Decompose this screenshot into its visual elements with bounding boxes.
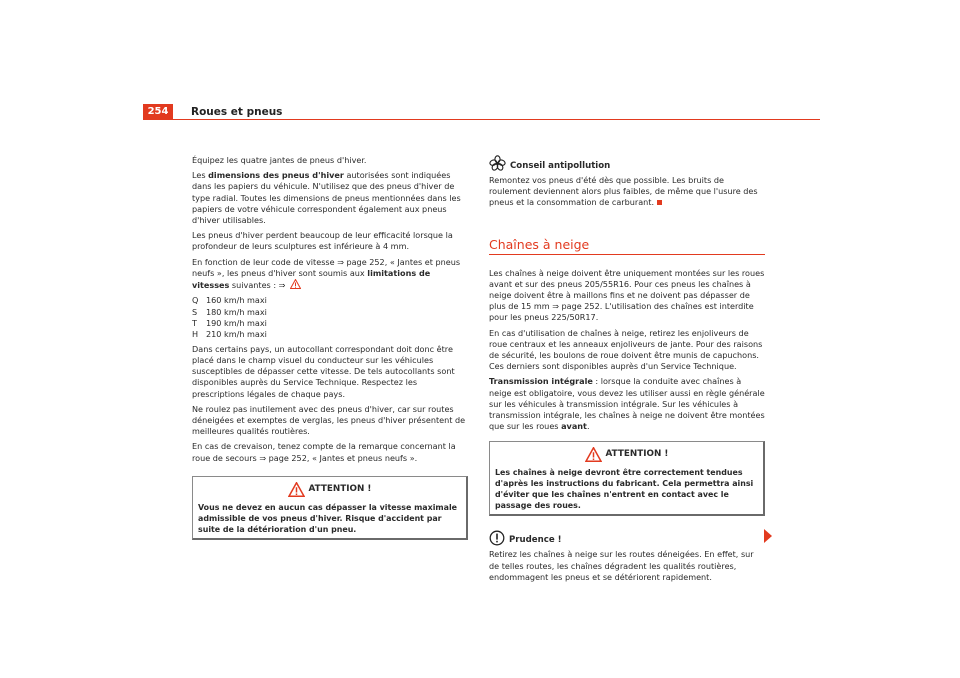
page-number: 254 <box>143 104 173 120</box>
arrow-icon: ⇒ <box>552 302 559 312</box>
speed-code: S <box>192 306 198 317</box>
paragraph <box>489 268 765 324</box>
paragraph <box>489 376 765 432</box>
right-column <box>489 155 765 587</box>
warning-header <box>495 442 758 467</box>
page-header <box>143 104 820 120</box>
paragraph: Dans certains pays, un autocollant correspondant doit donc être placé dans le champ visuel du conducteur sur les véhicules susceptibles de dépasser cette vitesse. De tels autocollants sont disponibles auprès du Service Technique. Respectez les prescriptions légales de chaque pays. <box>192 343 455 399</box>
warning-header <box>198 477 461 502</box>
speed-code: H <box>192 329 199 340</box>
paragraph <box>192 170 468 226</box>
speed-value: 190 km/h maxi <box>206 318 267 329</box>
chains-heading: Chaînes à neige <box>489 236 590 252</box>
warning-box <box>192 476 468 540</box>
bold-term: Transmission intégrale <box>489 376 593 387</box>
text-run: . <box>586 421 590 432</box>
caution-title: Prudence ! <box>509 535 562 546</box>
bold-term: limitations de vitesses <box>192 267 431 291</box>
bold-term: avant <box>561 421 587 432</box>
warning-triangle-icon <box>288 482 305 497</box>
warning-title: ATTENTION ! <box>308 483 372 494</box>
speed-limit-list <box>192 295 468 341</box>
paragraph: Ne roulez pas inutilement avec des pneus d'hiver, car sur routes déneigées et exemptes de verglas, les pneus d'hiver présentent de meilleures qualités routières. <box>192 403 466 437</box>
arrow-icon: ⇒ <box>259 453 267 463</box>
paragraph: En cas d'utilisation de chaînes à neige, retirez les enjoliveurs de roue centraux et les anneaux enjoliveurs de jante. Pour des raisons de sécurité, les boulons de roue doivent être munis de capuchons. Ces derniers sont disponibles auprès d'un Service Technique. <box>489 327 763 372</box>
warning-title: ATTENTION ! <box>605 449 669 460</box>
list-item <box>192 307 468 318</box>
eco-tip-text <box>489 175 765 209</box>
speed-value: 210 km/h maxi <box>206 329 267 340</box>
end-of-section-icon <box>657 200 662 205</box>
page-reference-link[interactable]: page 252, « Jantes et pneus neufs ». <box>266 452 418 463</box>
next-page-arrow-icon <box>764 529 772 543</box>
warning-box <box>489 441 765 516</box>
warning-triangle-icon <box>585 447 602 462</box>
text-run: : lorsque la conduite avec chaînes à neige est obligatoire, vous devez les utiliser aussi en règle générale sur les véhicules à transmission intégrale. Sur les véhicules à transmission intégrale, les chaînes à neige ne doivent être montées que sur les roues <box>489 376 765 432</box>
text-run: Les chaînes à neige doivent être uniquement montées sur les roues avant et sur des pneus 205/55R16. Pour ces pneus les chaînes à neige doivent être à maillons fins et ne doivent pas dépasser de plus de 15 mm <box>489 267 765 312</box>
text-run: En fonction de leur code de vitesse <box>192 256 338 267</box>
text-run: En cas de crevaison, tenez compte de la remarque concernant la roue de secours <box>192 441 456 463</box>
list-item <box>192 318 468 329</box>
eco-tip-header <box>489 155 765 172</box>
list-item <box>192 329 468 340</box>
warning-triangle-icon <box>290 279 301 289</box>
list-item <box>192 295 468 306</box>
warning-text: Les chaînes à neige devront être correctement tendues d'après les instructions du fabricant. Cela permettra ainsi d'éviter que les chaînes n'entrent en contact avec le passage des roues. <box>495 468 754 511</box>
speed-value: 180 km/h maxi <box>206 306 267 317</box>
eco-tip-title: Conseil antipollution <box>510 160 611 171</box>
paragraph <box>192 441 468 463</box>
bold-term: dimensions des pneus d'hiver <box>208 170 344 181</box>
paragraph: Les pneus d'hiver perdent beaucoup de leur efficacité lorsque la profondeur de leurs sculptures est inférieure à 4 mm. <box>192 230 453 252</box>
header-rule <box>173 119 820 120</box>
text-run: Remontez vos pneus d'été dès que possible. Les bruits de roulement deviennent alors plus faibles, de même que l'usure des pneus et la consommation de carburant. <box>489 175 758 208</box>
caution-text: Retirez les chaînes à neige sur les routes déneigées. En effet, sur de telles routes, les chaînes dégradent les qualités routières, endommagent les pneus et se détériorent rapidement. <box>489 549 754 582</box>
caution-header <box>489 530 765 546</box>
speed-value: 160 km/h maxi <box>206 295 267 306</box>
text-run: autorisées sont indiquées dans les papiers du véhicule. N'utilisez que des pneus d'hiver de type radial. Toutes les dimensions de pneus mentionnées dans les papiers de votre véhicule correspondent également aux pneus d'hiver utilisables. <box>192 170 461 226</box>
flower-icon <box>489 155 506 172</box>
arrow-icon: ⇒ <box>278 281 286 291</box>
speed-code: T <box>192 318 197 329</box>
page-reference-link[interactable]: page 252. L'utilisation des chaînes est interdite pour les pneus 225/50R17. <box>489 301 754 323</box>
text-run: suivantes : <box>229 280 279 291</box>
arrow-icon: ⇒ <box>337 257 344 267</box>
page-reference-link[interactable]: page 252, « Jantes et pneus neufs », les pneus d'hiver sont soumis aux <box>192 256 461 278</box>
heading-rule <box>489 254 765 255</box>
text-run: Les <box>192 170 209 181</box>
left-column <box>192 155 468 540</box>
paragraph: Équipez les quatre jantes de pneus d'hiver. <box>192 155 367 165</box>
paragraph <box>192 257 468 292</box>
warning-text: Vous ne devez en aucun cas dépasser la vitesse maximale admissible de vos pneus d'hiver. Risque d'accident par suite de la détérioration d'un pneu. <box>198 502 458 534</box>
section-title: Roues et pneus <box>191 106 283 118</box>
speed-code: Q <box>192 295 199 306</box>
exclamation-circle-icon <box>489 530 505 546</box>
